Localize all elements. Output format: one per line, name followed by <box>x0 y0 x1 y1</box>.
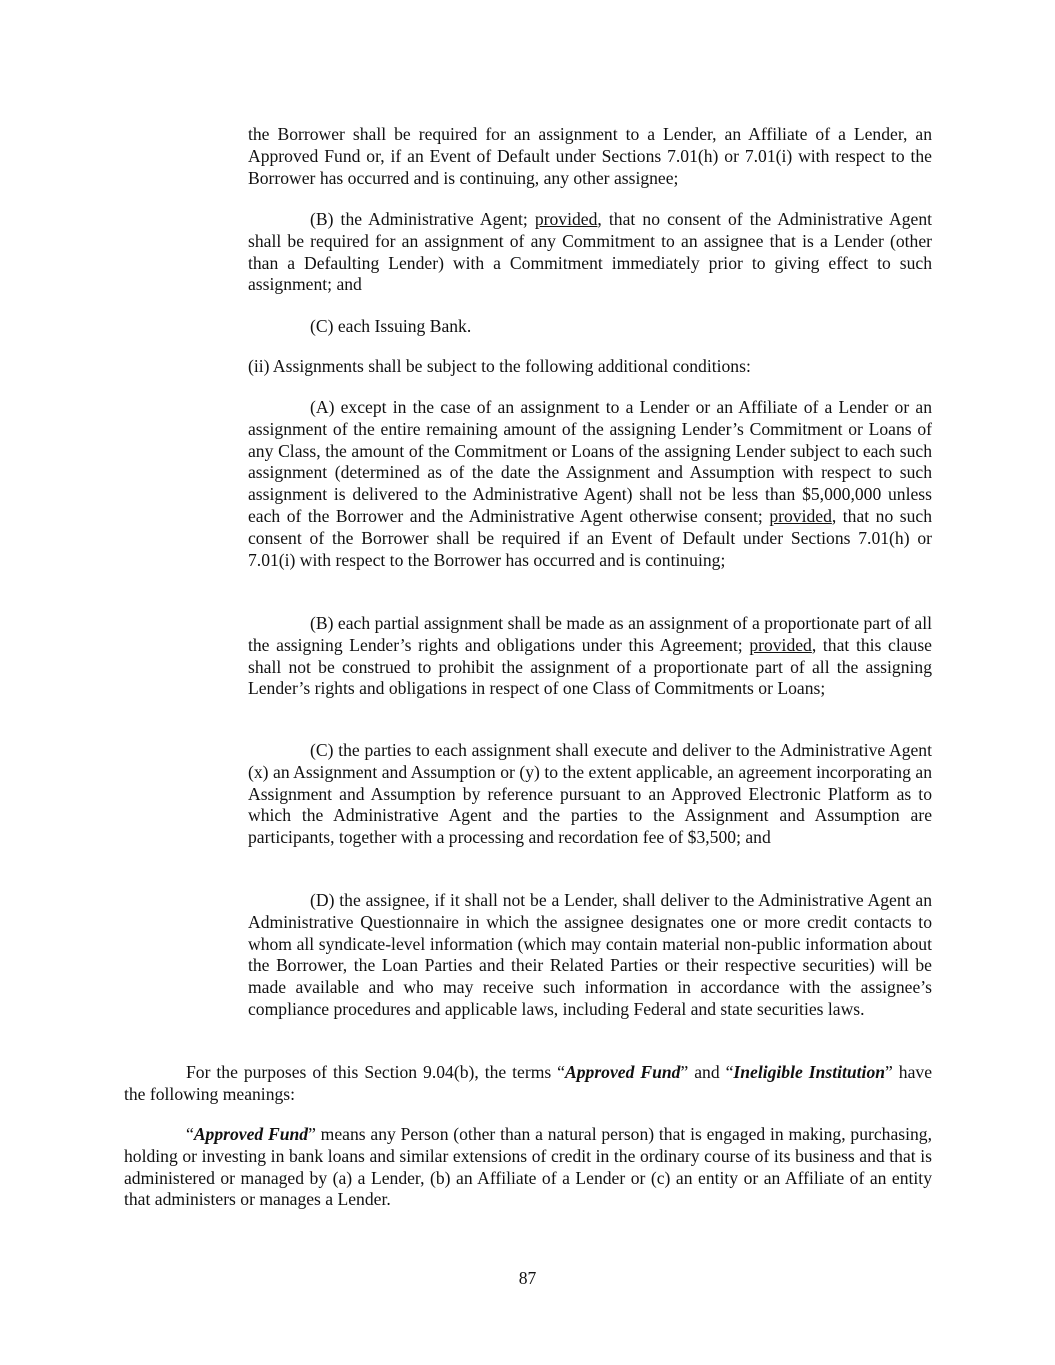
paragraph-condition-c: (C) the parties to each assignment shall execute and deliver to the Administrative Agent (x) an Assignment and Assumption or (y) to the extent applicable, an agreement incorporating an Assignment and Assumption by reference pursuant to an Approved Electronic Platform as to which the Administrative Agent and the parties to the Assignment and Assumption are participants, together with a processing and recordation fee of $3,500; and <box>248 740 932 848</box>
paragraph-condition-a <box>248 397 932 571</box>
provided-underlined: provided <box>534 209 598 229</box>
defined-term: Approved Fund <box>565 1062 681 1082</box>
provided-underlined: provided <box>769 505 832 526</box>
text-segment: ” have the following meanings: <box>124 1062 933 1104</box>
text-segment: , that no consent of the Administrative Agent shall be required for an assignment of any Commitment to an assignee that is a Lender (other than a Defaulting Lender) with a Commitment immediately prior to giving effect to such assignment; and <box>248 209 933 295</box>
paragraph-condition-d: (D) the assignee, if it shall not be a Lender, shall deliver to the Administrative Agent an Administrative Questionnaire in which the assignee designates one or more credit contacts to whom all syndicate-level information (which may contain material non-public information about the Borrower, the Loan Parties and their Related Parties or their respective securities) will be made available and who may receive such information in accordance with the assignee’s compliance procedures and applicable laws, including Federal and state securities laws. <box>248 890 932 1019</box>
text-segment: (B) each partial assignment shall be made as an assignment of a proportionate part of all the assigning Lender’s rights and obligations under this Agreement; <box>248 613 932 655</box>
text-segment: For the purposes of this Section 9.04(b), the terms “ <box>186 1062 565 1082</box>
paragraph-consent-continuation: the Borrower shall be required for an assignment to a Lender, an Affiliate of a Lender, an Approved Fund or, if an Event of Default under Sections 7.01(h) or 7.01(i) with respect to the Borrower has occurred and is continuing, any other assignee; <box>248 124 932 188</box>
paragraph-issuing-bank: (C) each Issuing Bank. <box>310 316 472 336</box>
text-segment: ” and “ <box>680 1062 734 1082</box>
text-segment: “ <box>186 1124 194 1144</box>
paragraph-condition-b <box>248 613 932 700</box>
page-number: 87 <box>518 1268 537 1288</box>
text-segment: (B) the Administrative Agent; <box>310 209 535 229</box>
paragraph-additional-conditions: (ii) Assignments shall be subject to the following additional conditions: <box>248 356 751 376</box>
defined-term: Ineligible Institution <box>733 1062 886 1082</box>
text-segment: , that this clause shall not be construed to prohibit the assignment of a proportionate part of all the assigning Lender’s rights and obligations in respect of one Class of Commitments or Loans; <box>248 634 932 699</box>
text-segment: (A) except in the case of an assignment to a Lender or an Affiliate of a Lender or an assignment of the entire remaining amount of the assigning Lender’s Commitment or Loans of any Class, the amount of the Commitment or Loans of the assigning Lender subject to each such assignment (determined as of the date the Assignment and Assumption with respect to such assignment is delivered to the Administrative Agent) shall not be less than $5,000,000 unless each of the Borrower and the Administrative Agent otherwise consent; <box>248 397 932 526</box>
paragraph-definitions-intro <box>124 1062 932 1106</box>
defined-term: Approved Fund <box>193 1124 309 1144</box>
provided-underlined: provided <box>749 634 812 655</box>
text-segment: ” means any Person (other than a natural person) that is engaged in making, purchasing, holding or investing in bank loans and similar extensions of credit in the ordinary course of its business and that is administered or managed by (a) a Lender, (b) an Affiliate of a Lender or (c) an entity or an Affiliate of an entity that administers or manages a Lender. <box>124 1124 933 1210</box>
paragraph-approved-fund-definition <box>124 1124 932 1211</box>
paragraph-administrative-agent-consent <box>248 209 932 296</box>
text-segment: , that no such consent of the Borrower shall be required if an Event of Default under Sections 7.01(h) or 7.01(i) with respect to the Borrower has occurred and is continuing; <box>248 505 932 570</box>
